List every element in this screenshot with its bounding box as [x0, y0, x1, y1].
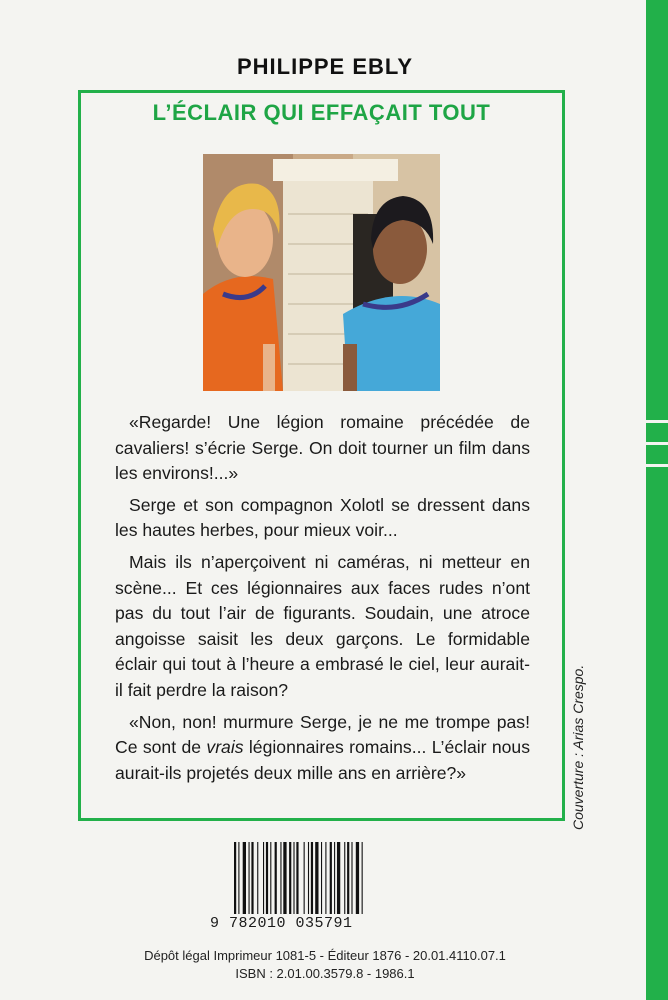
barcode-bar — [304, 842, 305, 914]
barcode-digits: 9 782010 035791 — [210, 915, 353, 932]
illustration-two-boys-icon — [203, 154, 440, 391]
blurb-paragraph: «Regarde! Une légion romaine précédée de cavaliers! s’écrie Serge. On doit tourner un film dans les environs!...» — [115, 412, 530, 484]
book-title: L’ÉCLAIR QUI EFFAÇAIT TOUT — [152, 100, 491, 125]
barcode-bar — [238, 842, 239, 914]
barcode-bar — [275, 842, 277, 914]
barcode-bar — [234, 842, 236, 914]
barcode-bar — [337, 842, 340, 914]
barcode-bar — [311, 842, 313, 914]
barcode-bar — [344, 842, 345, 914]
barcode-bar — [251, 842, 253, 914]
spine-stripe — [646, 420, 668, 423]
back-cover-blurb — [115, 410, 530, 792]
barcode-bar — [270, 842, 271, 914]
barcode-bar — [263, 842, 264, 914]
text-segment: «Non, non! murmure Serge, je ne me trompe pas! Ce sont de — [115, 711, 530, 758]
isbn-line: ISBN : 2.01.00.3579.8 - 1986.1 — [235, 966, 415, 981]
blurb-paragraph: Mais ils n’aperçoivent ni caméras, ni metteur en scène... Et ces légionnaires aux faces rudes n’ont pas du tout l’air de figurants. Soudain, une atroce angoisse saisit les deux garçons. Le formidable éclair qui tout à l’heure a embrasé le ciel, leur aurait-il fait perdre la raison? — [115, 551, 530, 700]
cover-credit: Couverture : Arias Crespo. — [570, 664, 586, 830]
barcode-bar — [249, 842, 250, 914]
green-spine — [646, 0, 668, 1000]
barcode-bar — [362, 842, 363, 914]
barcode-bar — [289, 842, 291, 914]
blurb-paragraph: Serge et son compagnon Xolotl se dressent dans les hautes herbes, pour mieux voir... — [115, 494, 530, 541]
barcode-bar — [243, 842, 246, 914]
barcode-bar — [257, 842, 258, 914]
barcode-bar — [351, 842, 352, 914]
spine-stripe — [646, 442, 668, 445]
barcode-bar — [321, 842, 322, 914]
barcode-bar — [315, 842, 318, 914]
barcode-bar — [334, 842, 335, 914]
barcode-bar — [356, 842, 359, 914]
blurb-paragraph-last — [115, 710, 530, 787]
legal-deposit-line: Dépôt légal Imprimeur 1081-5 - Éditeur 1876 - 20.01.4110.07.1 — [144, 948, 506, 963]
author-name: PHILIPPE EBLY — [236, 54, 413, 79]
text-segment: légionnaires romains... L’éclair nous aurait-ils projetés deux mille ans en arrière?» — [115, 737, 530, 783]
barcode-bars-icon — [232, 842, 402, 917]
barcode-bar — [330, 842, 332, 914]
barcode-bar — [296, 842, 298, 914]
barcode-bar — [308, 842, 309, 914]
spine-stripe — [646, 464, 668, 467]
cover-illustration — [203, 154, 440, 391]
barcode-bar — [293, 842, 294, 914]
barcode-bar — [347, 842, 349, 914]
barcode-bar — [280, 842, 281, 914]
barcode-bar — [325, 842, 326, 914]
barcode-bar — [283, 842, 286, 914]
emphasis-word: vrais — [206, 737, 244, 758]
barcode-bar — [266, 842, 268, 914]
